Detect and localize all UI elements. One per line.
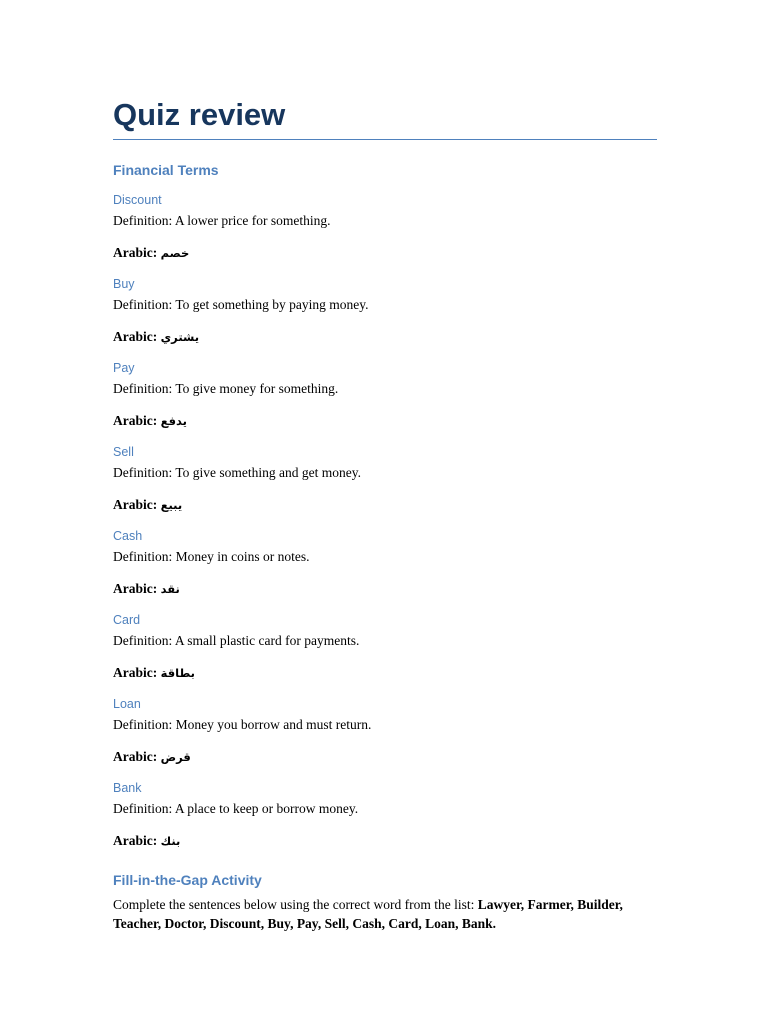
term-arabic [113, 496, 657, 514]
arabic-prefix: Arabic: [113, 245, 161, 260]
word-list-separator: , [290, 916, 297, 931]
word-list-separator: , [418, 916, 426, 931]
arabic-word: يشتري [160, 330, 200, 344]
definition-prefix: Definition: [113, 633, 175, 648]
definition-text: To get something by paying money. [175, 297, 369, 312]
term-definition [113, 212, 657, 229]
term-arabic [113, 412, 657, 430]
activity-instructions [113, 895, 657, 933]
term-block [113, 612, 657, 696]
word-list-item: Farmer [527, 897, 571, 912]
term-arabic [113, 664, 657, 682]
term-definition [113, 800, 657, 817]
section-heading-activity: Fill-in-the-Gap Activity [113, 872, 262, 888]
term-arabic [113, 832, 657, 850]
definition-prefix: Definition: [113, 297, 176, 312]
definition-prefix: Definition: [113, 801, 175, 816]
definition-text: To give money for something. [175, 381, 339, 396]
word-list-item: Bank [461, 916, 493, 931]
arabic-word: بنك [160, 834, 181, 848]
word-list-item: Pay [296, 916, 318, 931]
term-name: Loan [113, 697, 141, 711]
term-arabic [113, 748, 657, 766]
term-name: Sell [113, 445, 134, 459]
definition-text: A place to keep or borrow money. [174, 801, 359, 816]
word-list-separator: , [157, 916, 165, 931]
definition-prefix: Definition: [113, 213, 175, 228]
word-list-item: Discount [209, 916, 261, 931]
arabic-prefix: Arabic: [113, 497, 161, 512]
word-list-separator: , [381, 916, 389, 931]
arabic-word: خصم [160, 246, 190, 260]
arabic-word: نقد [160, 582, 180, 596]
definition-prefix: Definition: [113, 549, 176, 564]
arabic-prefix: Arabic: [113, 413, 161, 428]
page-title: Quiz review [113, 96, 657, 140]
word-list-item: Sell [324, 916, 346, 931]
term-block [113, 444, 657, 528]
term-list [113, 192, 657, 864]
arabic-word: بطاقة [160, 666, 195, 680]
term-block [113, 360, 657, 444]
word-list-separator: , [203, 916, 210, 931]
definition-text: A lower price for something. [174, 213, 331, 228]
term-name: Bank [113, 781, 142, 795]
definition-prefix: Definition: [113, 381, 176, 396]
word-list-separator: , [455, 916, 462, 931]
activity-intro: Complete the sentences below using the correct word from the list: [113, 897, 478, 912]
definition-text: Money in coins or notes. [175, 549, 310, 564]
term-definition [113, 632, 657, 649]
arabic-word: يدفع [160, 414, 187, 428]
section-heading-financial-terms: Financial Terms [113, 162, 219, 178]
word-list-separator: , [520, 897, 528, 912]
term-name: Card [113, 613, 141, 627]
term-definition [113, 296, 657, 313]
term-arabic [113, 580, 657, 598]
term-arabic [113, 328, 657, 346]
word-list-item: Doctor [164, 916, 204, 931]
term-block [113, 192, 657, 276]
word-list-separator: , [345, 916, 353, 931]
term-definition [113, 380, 657, 397]
word-list-item: Builder [577, 897, 620, 912]
definition-text: Money you borrow and must return. [175, 717, 372, 732]
term-arabic [113, 244, 657, 262]
definition-text: A small plastic card for payments. [174, 633, 360, 648]
term-name: Buy [113, 277, 135, 291]
arabic-prefix: Arabic: [113, 833, 161, 848]
word-list-item: Cash [352, 916, 382, 931]
term-block [113, 276, 657, 360]
word-list-separator: . [492, 916, 497, 931]
definition-prefix: Definition: [113, 465, 176, 480]
word-list-item: Card [388, 916, 419, 931]
term-name: Discount [113, 193, 162, 207]
word-list-separator: , [260, 916, 268, 931]
word-list-separator: , [317, 916, 325, 931]
arabic-word: يبيع [160, 498, 183, 512]
term-block [113, 528, 657, 612]
word-list-item: Lawyer [477, 897, 521, 912]
arabic-prefix: Arabic: [113, 581, 161, 596]
arabic-prefix: Arabic: [113, 329, 161, 344]
document-page [113, 96, 657, 931]
activity-section [113, 871, 657, 933]
word-list-item: Buy [267, 916, 291, 931]
term-definition [113, 548, 657, 565]
term-definition [113, 716, 657, 733]
arabic-prefix: Arabic: [113, 665, 161, 680]
word-list-item: Teacher [113, 916, 158, 931]
term-block [113, 696, 657, 780]
word-list-item: Loan [425, 916, 456, 931]
arabic-word: قرض [160, 750, 191, 764]
term-name: Cash [113, 529, 143, 543]
term-block [113, 780, 657, 864]
definition-text: To give something and get money. [175, 465, 362, 480]
arabic-prefix: Arabic: [113, 749, 161, 764]
word-list-separator: , [570, 897, 578, 912]
term-name: Pay [113, 361, 135, 375]
term-definition [113, 464, 657, 481]
definition-prefix: Definition: [113, 717, 176, 732]
word-list-separator: , [619, 897, 623, 912]
